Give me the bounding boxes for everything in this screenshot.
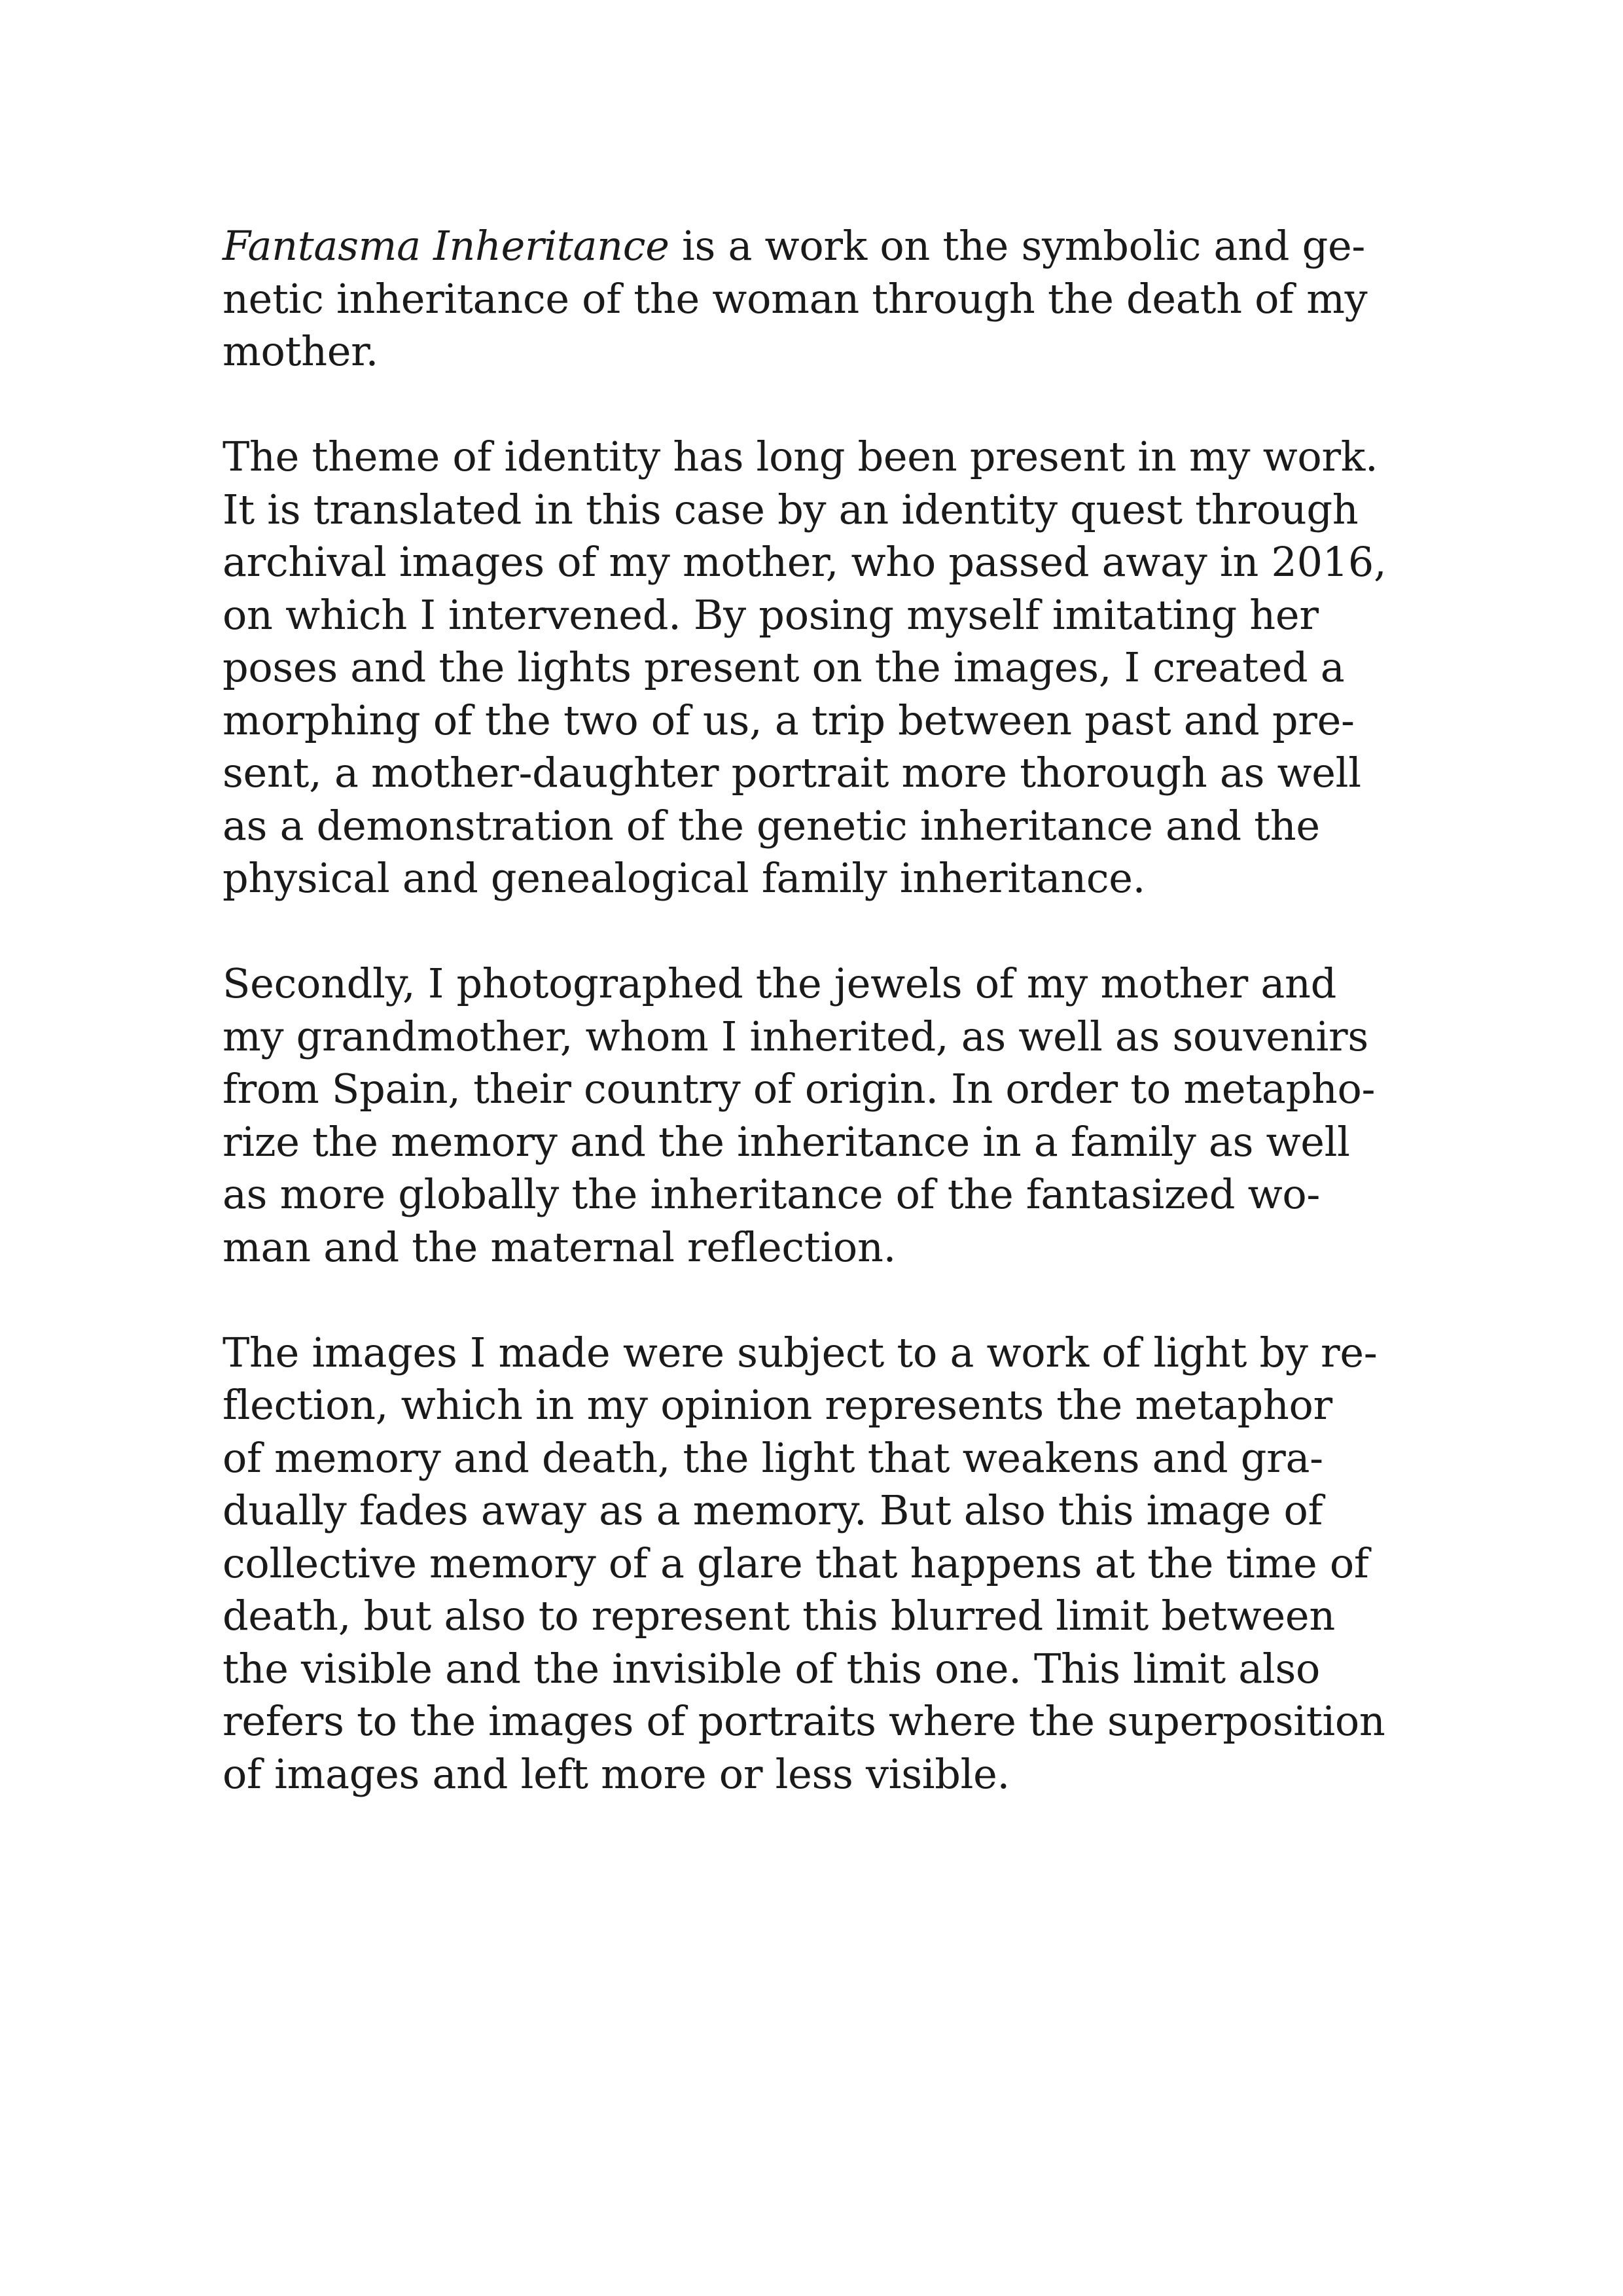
text-line: refers to the images of portraits where the superposition (223, 1697, 1385, 1745)
text-line: on which I intervened. By posing myself imitating her (223, 590, 1319, 639)
text-line: The theme of identity has long been present in my work. (223, 433, 1378, 480)
text-line: flection, which in my opinion represents the metaphor (223, 1381, 1332, 1429)
text-line: Secondly, I photographed the jewels of my mother and (223, 960, 1337, 1007)
text-line: as a demonstration of the genetic inheritance and the (223, 801, 1320, 850)
text-line: my grandmother, whom I inherited, as well as souvenirs (223, 1012, 1368, 1060)
text-line: physical and genealogical family inheritance. (223, 854, 1146, 902)
text-line: of memory and death, the light that weakens and gra- (223, 1433, 1323, 1482)
text-line: the visible and the invisible of this one. This limit also (223, 1644, 1321, 1693)
text-line: as more globally the inheritance of the fantasized wo- (223, 1170, 1321, 1218)
work-title: Fantasma Inheritance (223, 222, 669, 270)
paragraph-3 (223, 958, 1466, 1274)
paragraph-4 (223, 1327, 1466, 1801)
text-line: of images and left more or less visible. (223, 1749, 1010, 1798)
body-text (223, 220, 1466, 1854)
text-line: death, but also to represent this blurred limit between (223, 1592, 1335, 1640)
text-line-part: is a work on the symbolic and ge- (669, 222, 1366, 270)
paragraph-2 (223, 431, 1466, 905)
text-line: poses and the lights present on the images, I created a (223, 643, 1345, 691)
text-line: It is translated in this case by an identity quest through (223, 485, 1359, 533)
text-line: man and the maternal reflection. (223, 1223, 896, 1271)
paragraph-1 (223, 220, 1466, 378)
text-line: mother. (223, 327, 379, 375)
text-line: netic inheritance of the woman through the death of my (223, 274, 1368, 323)
text-line: sent, a mother-daughter portrait more thorough as well (223, 749, 1361, 797)
text-line: archival images of my mother, who passed away in 2016, (223, 538, 1387, 586)
text-line: morphing of the two of us, a trip between past and pre- (223, 696, 1355, 744)
text-line: The images I made were subject to a work of light by re- (223, 1328, 1378, 1376)
text-line: collective memory of a glare that happens at the time of (223, 1539, 1369, 1587)
text-line (223, 220, 1466, 273)
text-line: dually fades away as a memory. But also this image of (223, 1486, 1323, 1534)
text-line: rize the memory and the inheritance in a family as well (223, 1117, 1350, 1166)
text-line: from Spain, their country of origin. In order to metapho- (223, 1065, 1376, 1113)
